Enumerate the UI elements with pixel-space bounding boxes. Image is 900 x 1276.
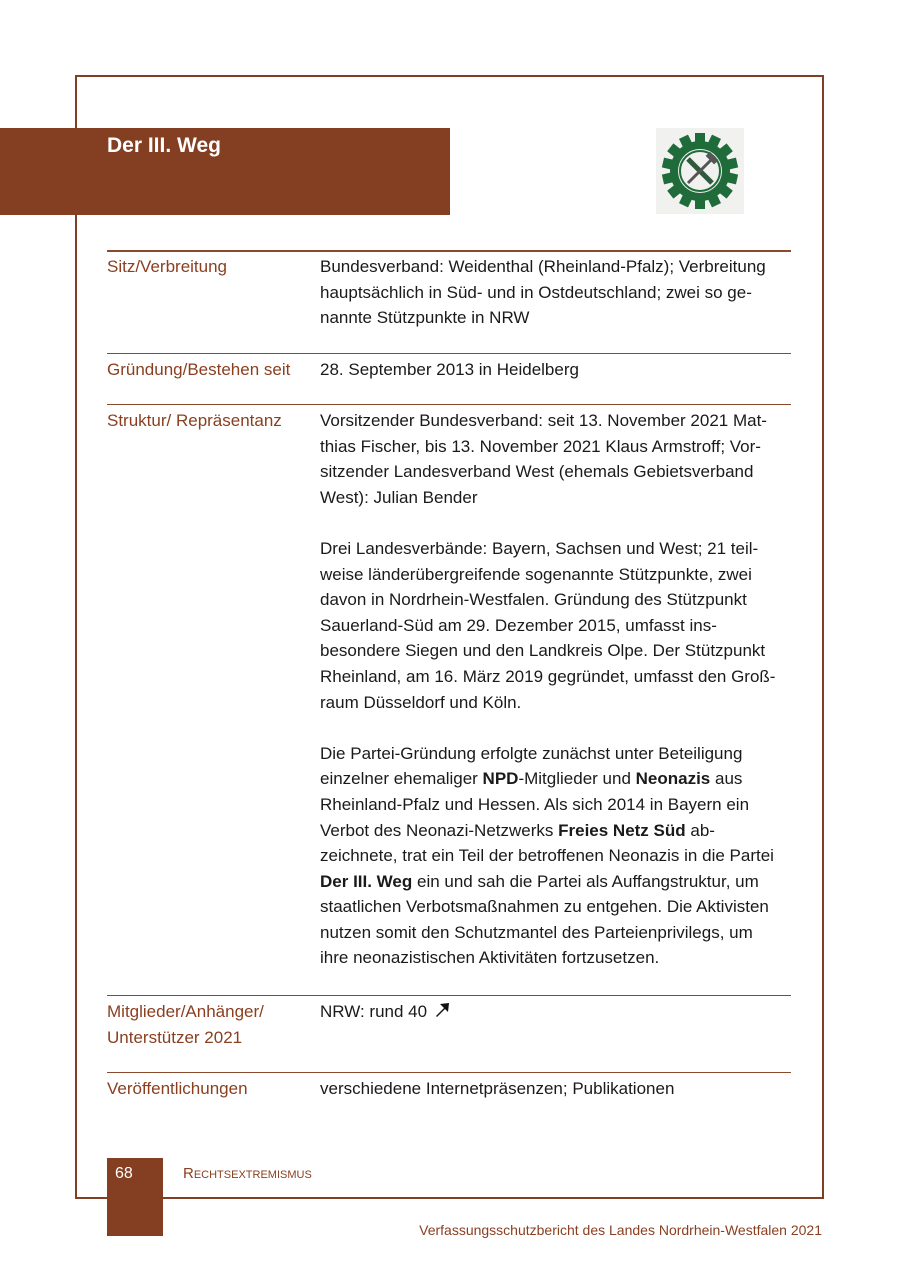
value-line: Bundesverband: Weidenthal (Rheinland-Pfalz); Verbreitung <box>320 257 766 276</box>
text-segment: ab- <box>685 820 715 840</box>
bold-term: Der III. Weg <box>320 871 413 891</box>
value-line: nutzen somit den Schutzmantel des Parteienprivilegs, um <box>320 922 753 942</box>
value-line: ihre neonazistischen Aktivitäten fortzusetzen. <box>320 948 660 968</box>
label-line: Gründung/Bestehen seit <box>107 360 291 379</box>
value-line: thias Fischer, bis 13. November 2021 Klaus Armstroff; Vor- <box>320 436 761 456</box>
row-value <box>320 999 451 1027</box>
page-title: Der III. Weg <box>107 134 221 157</box>
text-segment: ein und sah die Partei als Auffangstruktur, um <box>412 871 759 891</box>
value-line: 28. September 2013 in Heidelberg <box>320 360 579 379</box>
value-line: raum Düsseldorf und Köln. <box>320 692 522 712</box>
value-line: sitzender Landesverband West (ehemals Gebietsverband <box>320 462 754 482</box>
label-line: Sitz/Verbreitung <box>107 257 228 276</box>
text-segment: -Mitglieder und <box>518 769 636 789</box>
text-segment: einzelner ehemaliger <box>320 769 483 789</box>
text-segment: aus <box>710 769 743 789</box>
bold-term: Freies Netz Süd <box>558 820 686 840</box>
value-line: Sauerland-Süd am 29. Dezember 2015, umfasst ins- <box>320 615 717 635</box>
party-logo <box>656 128 744 214</box>
row-label <box>107 1076 248 1102</box>
value-line: Drei Landesverbände: Bayern, Sachsen und West; 21 teil- <box>320 538 759 558</box>
label-line: Mitglieder/Anhänger/ <box>107 1002 264 1021</box>
value-line <box>320 715 775 741</box>
value-line <box>320 766 775 792</box>
row-value <box>320 1076 674 1102</box>
label-line: Struktur/ Repräsentanz <box>107 411 282 430</box>
row-value <box>320 408 775 971</box>
value-line: Rheinland-Pfalz und Hessen. Als sich 2014 in Bayern ein <box>320 794 750 814</box>
value-line: staatlichen Verbotsmaßnahmen zu entgehen. Die Aktivisten <box>320 897 769 917</box>
value-line <box>320 510 775 536</box>
row-label <box>107 999 264 1050</box>
value-line: Rheinland, am 16. März 2019 gegründet, umfasst den Groß- <box>320 666 776 686</box>
label-line: Veröffentlichungen <box>107 1079 248 1098</box>
value-line: davon in Nordrhein-Westfalen. Gründung des Stützpunkt <box>320 590 747 610</box>
section-title: Rechtsextremismus <box>183 1165 312 1182</box>
row-divider <box>107 1072 791 1073</box>
row-value <box>320 254 766 331</box>
value-line <box>320 869 775 895</box>
row-divider <box>107 404 791 405</box>
value-line: besondere Siegen und den Landkreis Olpe. Der Stützpunkt <box>320 641 766 661</box>
row-divider <box>107 995 791 996</box>
row-divider <box>107 250 791 252</box>
publication-footer: Verfassungsschutzbericht des Landes Nordrhein-Westfalen 2021 <box>419 1222 822 1238</box>
value-line: hauptsächlich in Süd- und in Ostdeutschland; zwei so ge- <box>320 282 752 302</box>
arrow-up-right-icon <box>433 1001 451 1027</box>
value-line: Die Partei-Gründung erfolgte zunächst unter Beteiligung <box>320 743 743 763</box>
value-line: nannte Stützpunkte in NRW <box>320 308 530 328</box>
page-number: 68 <box>115 1165 133 1182</box>
row-label <box>107 408 282 434</box>
row-label <box>107 254 227 280</box>
value-line: NRW: rund 40 <box>320 1002 428 1021</box>
header-band <box>0 128 450 215</box>
row-label <box>107 357 290 383</box>
row-divider <box>107 353 791 354</box>
row-value <box>320 357 579 383</box>
value-line: weise länderübergreifende sogenannte Stützpunkte, zwei <box>320 564 752 584</box>
text-segment: Verbot des Neonazi-Netzwerks <box>320 820 559 840</box>
value-line: verschiedene Internetpräsenzen; Publikationen <box>320 1079 675 1098</box>
value-line: zeichnete, trat ein Teil der betroffenen Neonazis in die Partei <box>320 846 774 866</box>
bold-term: Neonazis <box>635 769 711 789</box>
label-line: Unterstützer 2021 <box>107 1027 243 1047</box>
value-line: West): Julian Bender <box>320 487 478 507</box>
bold-term: NPD <box>482 769 519 789</box>
value-line: Vorsitzender Bundesverband: seit 13. November 2021 Mat- <box>320 411 767 430</box>
value-line <box>320 818 775 844</box>
